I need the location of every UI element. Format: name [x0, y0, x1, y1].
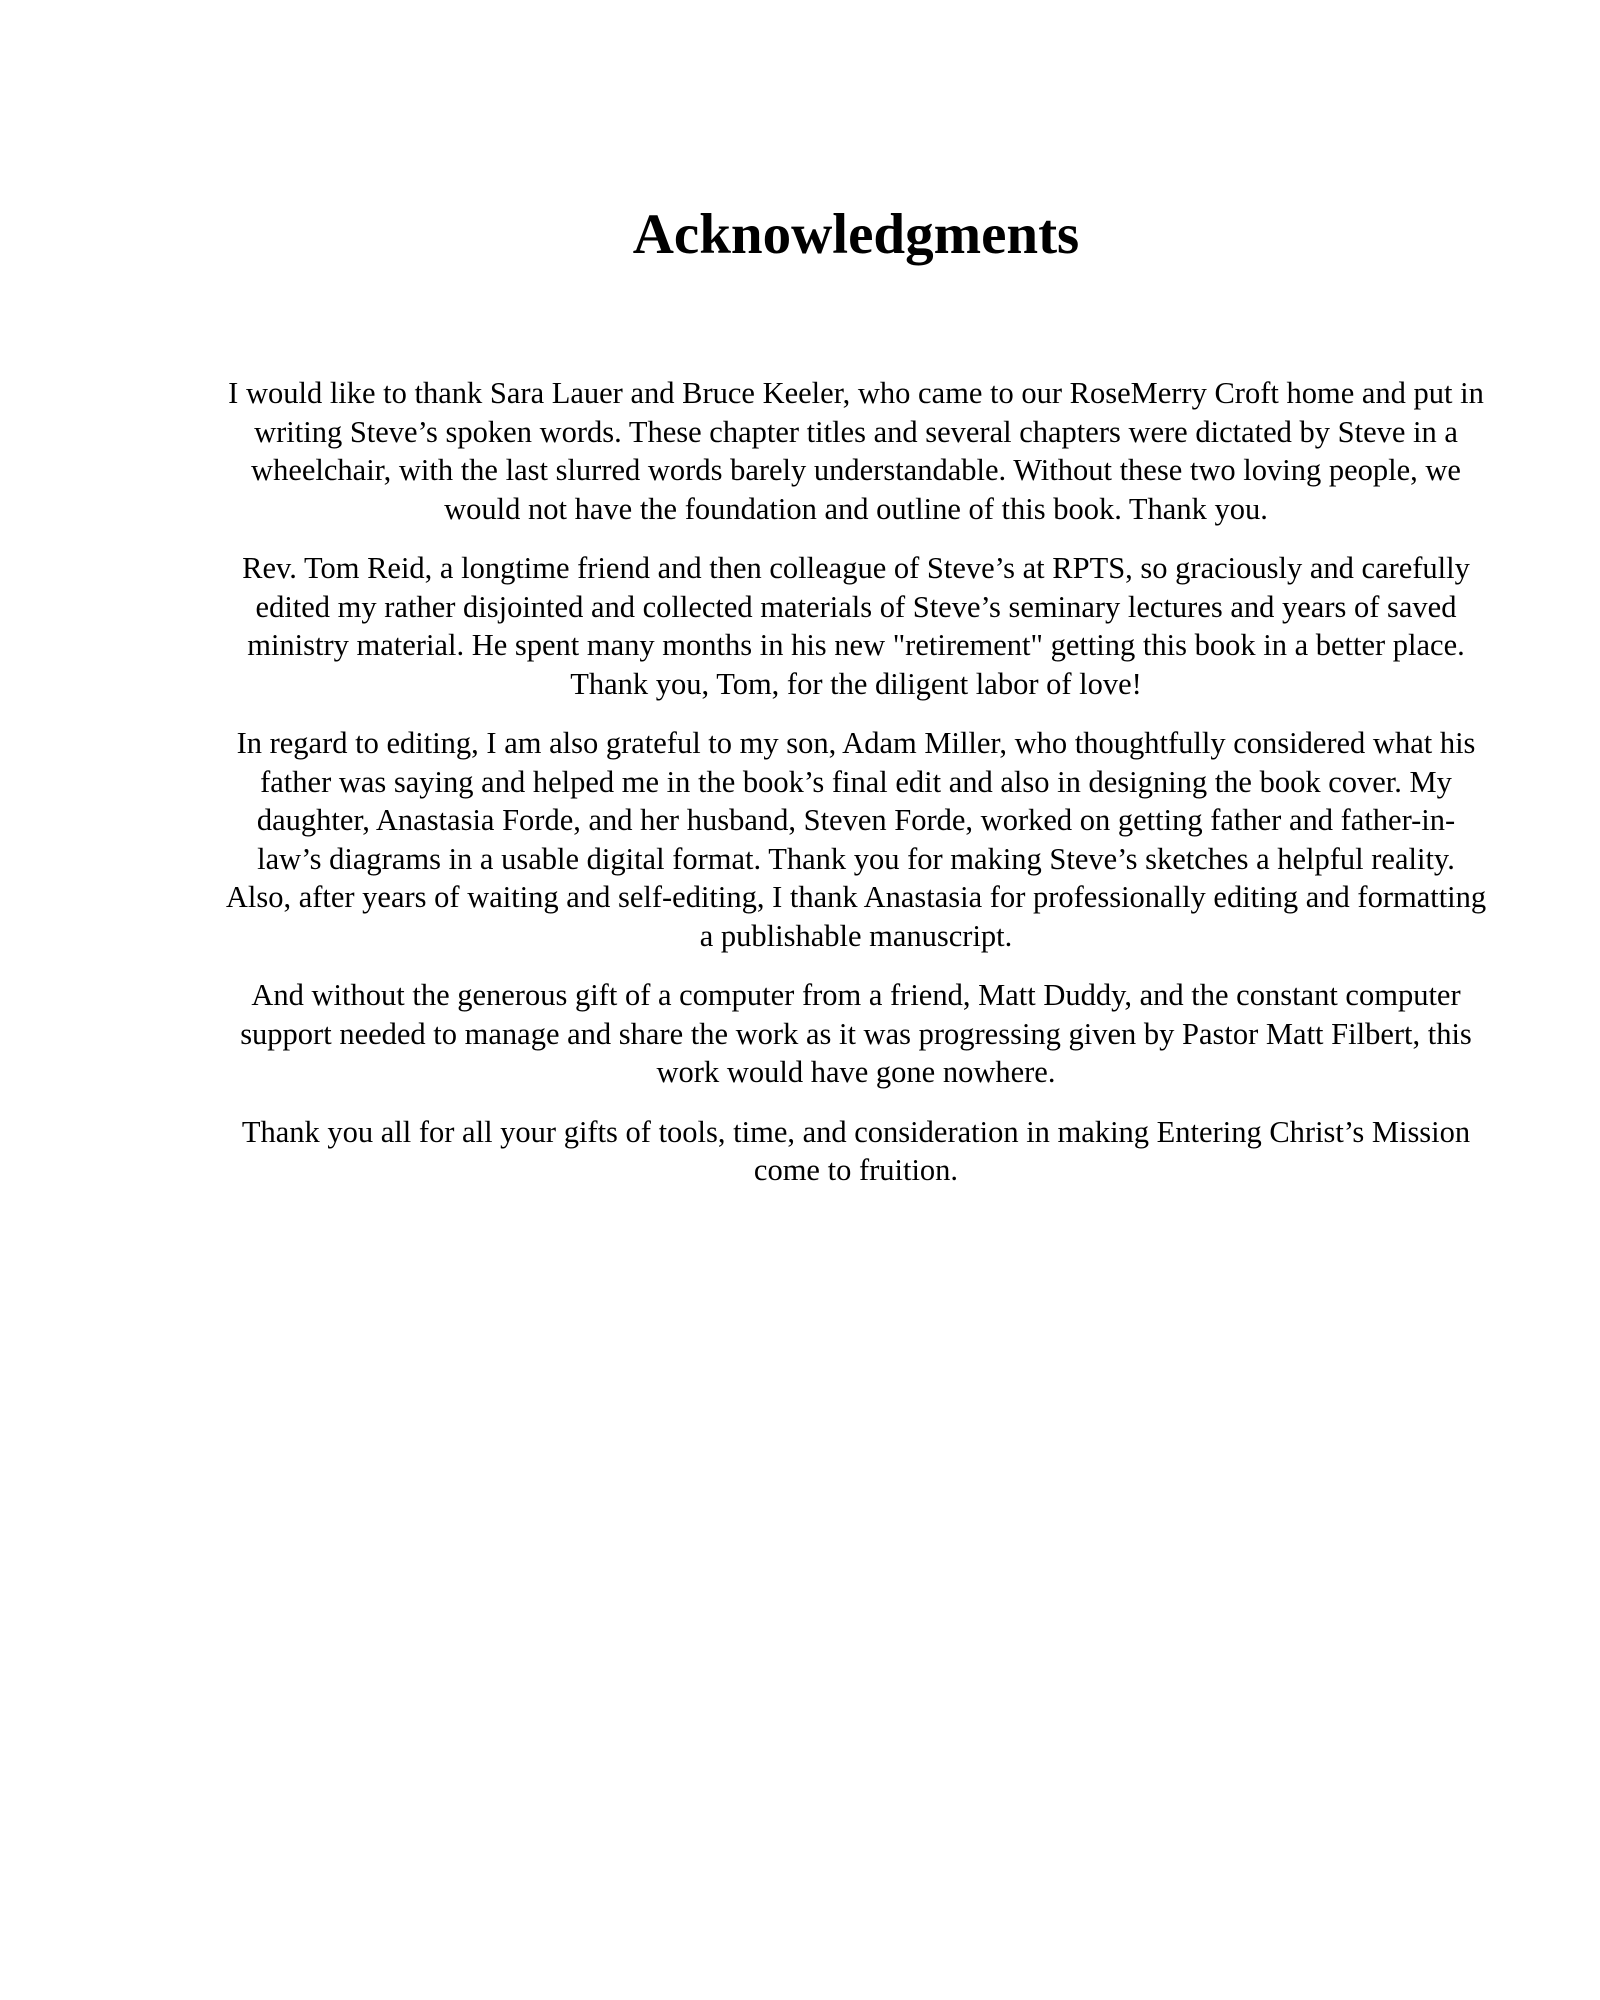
paragraph-1 [150, 374, 1562, 528]
paragraph-3 [150, 724, 1562, 955]
text-line: Also, after years of waiting and self-editing, I thank Anastasia for professionally editing and formatting [225, 880, 1487, 914]
text-line: come to fruition. [753, 1153, 959, 1187]
paragraph-2 [150, 549, 1562, 703]
text-line: daughter, Anastasia Forde, and her husband, Steven Forde, worked on getting father and father-in- [256, 803, 1456, 837]
paragraph-4 [150, 976, 1562, 1092]
text-line: writing Steve’s spoken words. These chapter titles and several chapters were dictated by Steve in a [254, 414, 1458, 449]
text-line: a publishable manuscript. [699, 918, 1013, 953]
text-line: work would have gone nowhere. [656, 1055, 1056, 1089]
text-line: law’s diagrams in a usable digital format. Thank you for making Steve’s sketches a helpful reality. [257, 841, 1455, 876]
text-line: wheelchair, with the last slurred words barely understandable. Without these two loving people, we [251, 453, 1461, 487]
text-line: In regard to editing, I am also grateful to my son, Adam Miller, who thoughtfully considered what his [236, 726, 1476, 760]
text-line: Thank you, Tom, for the diligent labor of love! [570, 666, 1142, 701]
text-line: father was saying and helped me in the book’s final edit and also in designing the book cover. My [260, 764, 1452, 799]
text-line: support needed to manage and share the work as it was progressing given by Pastor Matt Filbert, this [240, 1016, 1472, 1051]
page-title: Acknowledgments [632, 203, 1080, 266]
text-line: edited my rather disjointed and collected materials of Steve’s seminary lectures and years of saved [255, 589, 1457, 624]
text-line: ministry material. He spent many months in his new "retirement" getting this book in a better place. [247, 628, 1465, 662]
paragraph-5 [150, 1113, 1562, 1190]
text-line: Thank you all for all your gifts of tools, time, and consideration in making Entering Christ’s Mission [241, 1114, 1471, 1149]
text-line: Rev. Tom Reid, a longtime friend and then colleague of Steve’s at RPTS, so graciously and carefully [242, 551, 1470, 585]
text-line: And without the generous gift of a computer from a friend, Matt Duddy, and the constant computer [251, 978, 1461, 1012]
text-line: would not have the foundation and outline of this book. Thank you. [444, 491, 1268, 526]
acknowledgments-body [150, 374, 1562, 1211]
text-line: I would like to thank Sara Lauer and Bruce Keeler, who came to our RoseMerry Croft home and put in [228, 376, 1484, 410]
